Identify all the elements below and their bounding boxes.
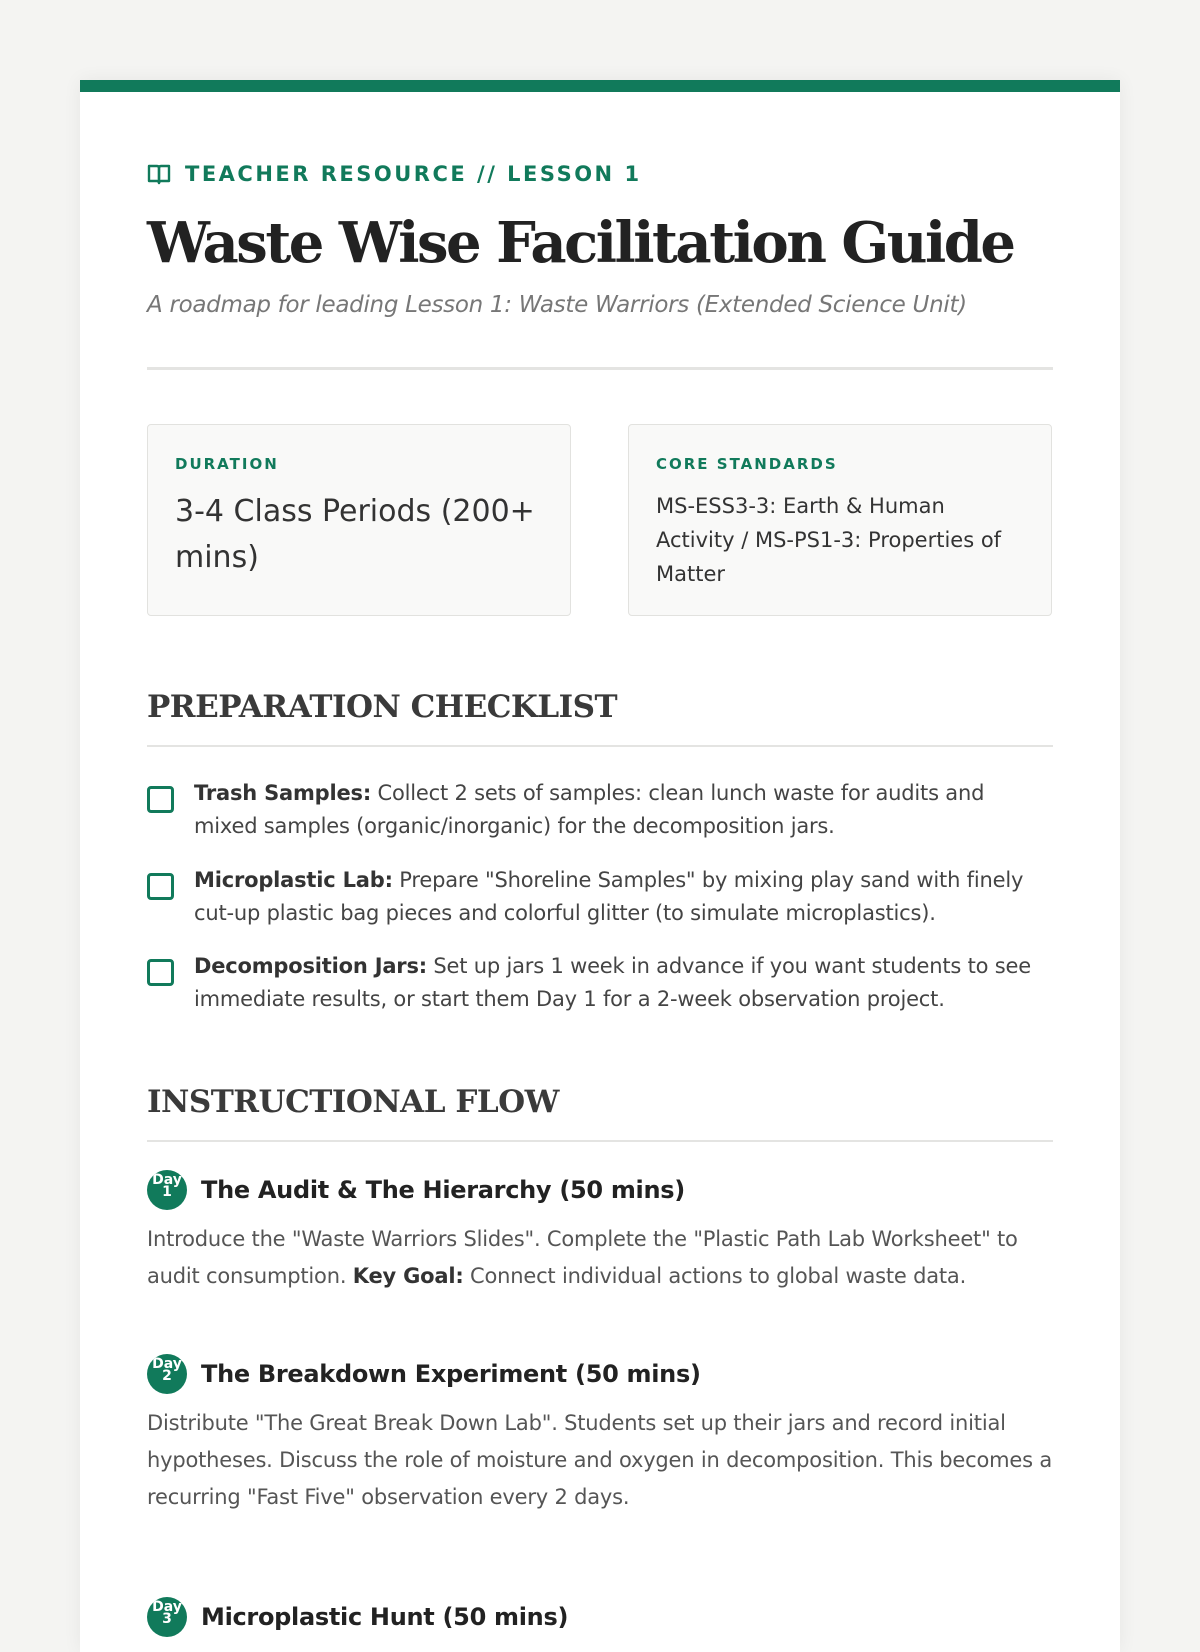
checklist-item[interactable] <box>147 777 1053 843</box>
day-description <box>147 1221 1053 1295</box>
standards-label: CORE STANDARDS <box>656 455 838 473</box>
page-title: Waste Wise Facilitation Guide <box>147 210 1014 276</box>
checklist-item-text <box>194 864 1047 930</box>
checklist-item-label: Trash Samples: <box>194 781 372 805</box>
standards-box <box>628 424 1052 616</box>
day-title: The Audit & The Hierarchy (50 mins) <box>201 1176 685 1204</box>
checklist-item-body: Set up jars 1 week in advance if you want students to see immediate results, or start them Day 1 for a 2-week observation project. <box>194 954 1031 1011</box>
checklist-item-label: Microplastic Lab: <box>194 868 393 892</box>
day-description-text: Connect individual actions to global waste data. <box>463 1264 967 1288</box>
page-subtitle: A roadmap for leading Lesson 1: Waste Warriors (Extended Science Unit) <box>147 292 967 318</box>
duration-label: DURATION <box>175 455 279 473</box>
day-block <box>147 1169 1053 1295</box>
day-badge: Day 1 <box>147 1170 187 1210</box>
day-description-text: Distribute "The Great Break Down Lab". Students set up their jars and record initial hypotheses. Discuss the role of moisture and oxygen in decomposition. This becomes a recurring "Fast Five" observation every 2 days. <box>147 1411 1053 1509</box>
checklist-item-body: Prepare "Shoreline Samples" by mixing play sand with finely cut-up plastic bag pieces and colorful glitter (to simulate microplastics). <box>194 868 1024 925</box>
flow-title: INSTRUCTIONAL FLOW <box>147 1084 559 1120</box>
checklist-item-text <box>194 950 1047 1016</box>
checkbox[interactable] <box>147 786 174 813</box>
day-description <box>147 1405 1053 1516</box>
checklist-item-body: Collect 2 sets of samples: clean lunch waste for audits and mixed samples (organic/inorganic) for the decomposition jars. <box>194 781 985 838</box>
eyebrow <box>147 162 642 186</box>
checkbox[interactable] <box>147 873 174 900</box>
day-header <box>147 1169 1053 1211</box>
day-description-text: Introduce the "Waste Warriors Slides". Complete the "Plastic Path Lab Worksheet" to audit consumption. <box>147 1227 1018 1288</box>
duration-box <box>147 424 571 616</box>
day-block <box>147 1353 1053 1516</box>
checkbox[interactable] <box>147 959 174 986</box>
guide-card <box>80 80 1120 1652</box>
day-title: Microplastic Hunt (50 mins) <box>201 1603 569 1631</box>
day-badge: Day 2 <box>147 1354 187 1394</box>
key-goal-label: Key Goal: <box>352 1264 464 1288</box>
checklist-item-text <box>194 777 1047 843</box>
checklist-item[interactable] <box>147 864 1053 930</box>
duration-value: 3-4 Class Periods (200+ mins) <box>175 494 535 575</box>
day-title: The Breakdown Experiment (50 mins) <box>201 1360 701 1388</box>
day-badge: Day 3 <box>147 1597 187 1637</box>
checklist-item[interactable] <box>147 950 1053 1016</box>
checklist-title: PREPARATION CHECKLIST <box>147 689 618 725</box>
header-divider <box>147 367 1053 370</box>
checklist-divider <box>147 745 1053 747</box>
day-block <box>147 1596 1053 1638</box>
eyebrow-text: TEACHER RESOURCE // LESSON 1 <box>185 162 642 186</box>
day-header <box>147 1596 1053 1638</box>
checklist-item-label: Decomposition Jars: <box>194 954 427 978</box>
flow-divider <box>147 1140 1053 1142</box>
book-open-icon <box>147 163 171 185</box>
day-header <box>147 1353 1053 1395</box>
standards-value: MS-ESS3-3: Earth & Human Activity / MS-PS1-3: Properties of Matter <box>656 494 1002 586</box>
